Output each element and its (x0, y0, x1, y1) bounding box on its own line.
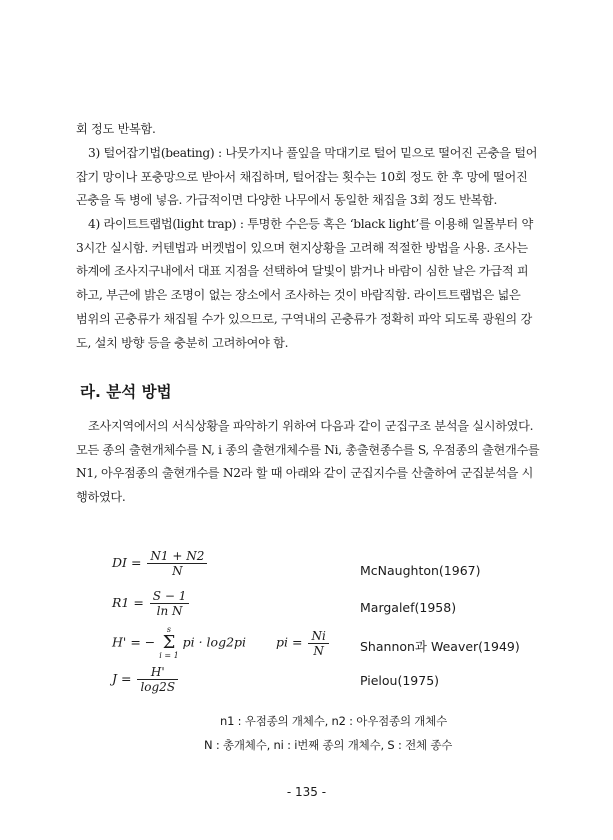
text-line: 회 정도 반복함. (76, 122, 156, 136)
numerator: N1 + N2 (147, 549, 207, 564)
formula-lhs: H' (112, 634, 127, 650)
formula-lhs: R1 (112, 595, 130, 610)
text-line: 잡기 망이나 포충망으로 받아서 채집하며, 털어잡는 횟수는 10회 정도 한 후 망에 떨어진 (76, 169, 528, 184)
fraction (137, 665, 178, 694)
fraction (147, 549, 207, 578)
fraction (308, 629, 328, 658)
section-heading: 라. 분석 방법 (80, 383, 172, 401)
formula-lhs: DI (112, 555, 127, 570)
paragraph-beating-method (76, 142, 544, 213)
text-line: 4) 라이트트랩법(light trap) : 투명한 수은등 혹은 ‘black light’를 이용해 일몰부터 약 (88, 217, 533, 231)
fraction (150, 589, 190, 618)
summation-upper: s (166, 625, 171, 634)
formula-reference: Pielou(1975) (360, 673, 440, 688)
formula-block (112, 545, 532, 765)
formula-evenness-index: J = $\frac{H'}{\log 2S}$ (112, 665, 180, 694)
summation-term: pi · log2pi (182, 634, 247, 650)
text-line: 하고, 부근에 밝은 조명이 없는 장소에서 조사하는 것이 바람직함. 라이트트랩법은 넓은 (76, 288, 521, 303)
paragraph-continuation (76, 118, 544, 142)
numerator: Ni (308, 629, 328, 644)
denominator: log2S (140, 680, 176, 694)
formula-diversity-index: H' = − s Σ i = 1 pi · log2pi pi = $\frac{Ni}{N}$ (112, 625, 331, 661)
formula-pi-lhs: pi (276, 634, 289, 650)
text-line: 행하였다. (76, 490, 126, 505)
text-line: 조사지역에서의 서식상황을 파악하기 위하여 다음과 같이 군집구조 분석을 실시하였다. (88, 419, 534, 433)
text-line: 하계에 조사지구내에서 대표 지점을 선택하여 달빛이 밝거나 바람이 심한 날은 가급적 피 (76, 264, 529, 279)
numerator: S − 1 (150, 589, 190, 604)
numerator: H' (137, 665, 178, 680)
paragraph-light-trap-method (76, 213, 544, 355)
summation-symbol: s Σ i = 1 (159, 625, 179, 660)
denominator: ln N (156, 604, 183, 618)
text-line: 곤충을 독 병에 넣음. 가급적이면 다양한 나무에서 동일한 채집을 3회 정도 반복함. (76, 193, 498, 208)
formula-lhs: J (112, 671, 118, 686)
text-line: 도, 설치 방향 등을 충분히 고려하여야 함. (76, 335, 289, 350)
formula-reference: Shannon과 Weaver(1949) (360, 639, 520, 654)
notation-note-1: n1 : 우점종의 개체수, n2 : 아우점종의 개체수 (220, 714, 448, 728)
formula-reference: McNaughton(1967) (360, 563, 481, 578)
denominator: N (172, 564, 183, 578)
text-line: 범위의 곤충류가 채집될 수가 있으므로, 구역내의 곤충류가 정확히 파악 되도록 광원의 강 (76, 311, 532, 326)
formula-richness-index: R1 = $\frac{S - 1}{\text{ln N}}$ (112, 589, 191, 618)
summation-lower: i = 1 (159, 651, 179, 660)
text-line: 모든 종의 출현개체수를 N, i 종의 출현개체수를 Ni, 총출현종수를 S, 우점종의 출현개수를 (76, 442, 540, 457)
text-line: 3시간 실시함. 커텐법과 버켓법이 있으며 현지상황을 고려해 적절한 방법을 사용. 조사는 (76, 240, 528, 255)
formula-reference: Margalef(1958) (360, 600, 457, 615)
notation-note-2: N : 총개체수, ni : i번째 종의 개체수, S : 전체 종수 (204, 738, 453, 752)
text-line: 3) 털어잡기법(beating) : 나뭇가지나 풀잎을 막대기로 털어 밑으로 떨어진 곤충을 털어 (88, 146, 538, 160)
page-number: - 135 - (286, 785, 327, 799)
text-line: N1, 아우점종의 출현개수를 N2라 할 때 아래와 같이 군집지수를 산출하여 군집분석을 시 (76, 466, 534, 481)
denominator: N (313, 643, 324, 658)
paragraph-analysis-method (76, 415, 544, 510)
formula-dominance-index: DI = $\frac{N1 + N2}{N}$ (112, 549, 209, 578)
